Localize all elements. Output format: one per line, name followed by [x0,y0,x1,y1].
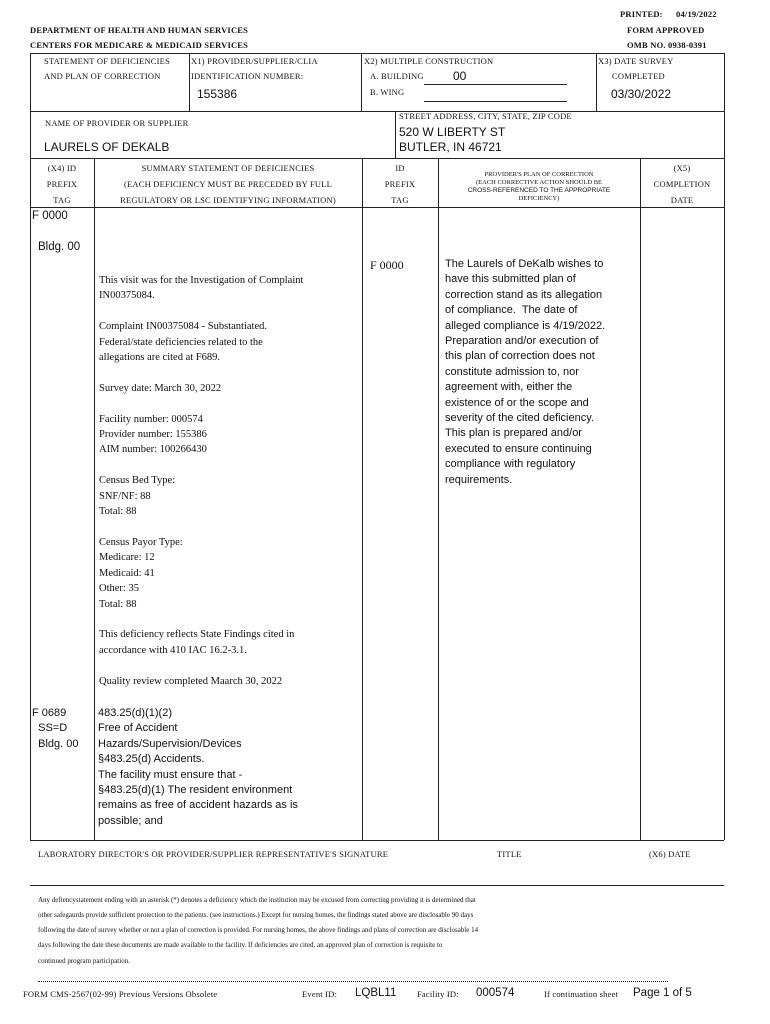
provider-name: LAURELS OF DEKALB [44,140,170,154]
disclaimer-line1: Any defiencystatement ending with an asterisk (*) denotes a deficiency which the institution may be excused from correcting providing it is determined that [38,896,476,904]
dept-line1: DEPARTMENT OF HEALTH AND HUMAN SERVICES [30,25,249,35]
disclaimer-line3: following the date of survey whether or not a plan of correction is provided. For nursing homes, the above findings and plans of correction are disclosable 14 [38,926,479,934]
printed-label: PRINTED: [620,9,663,19]
x5-header-3: DATE [670,195,694,205]
omb-number: OMB NO. 0938-0391 [627,40,707,50]
x4-header-2: PREFIX [46,179,78,189]
title-label: TITLE [497,849,522,859]
building-value: 00 [453,69,467,83]
x1-label-2: IDENTIFICATION NUMBER: [191,71,304,81]
disclaimer-line4: days following the date these documents are made available to the facility. If deficiencies are cited, an approved plan of correction is requisite to [38,941,443,949]
event-id-label: Event ID: [302,989,338,999]
tag-f0000: F 0000 [32,210,68,222]
plan-of-correction-text: The Laurels of DeKalb wishes to have this submitted plan of correction stand as its allegation of compliance. The date of alleged compliance is 4/19/2022. Preparation and/or execution of this plan of correction does not constitute admission to, nor agreement with, either the existence of or the scope and severity of the cited deficiency. This plan is prepared and/or executed to ensure continuing compliance with regulatory requirements. [445,258,606,486]
summary-statement-1: This visit was for the Investigation of Complaint IN00375084. Complaint IN00375084 - Substantiated. Federal/state deficiencies related to the allegations are cited at F689. Survey date: March 30, 2022 Facility number: 000574 Provider number: 155386 AIM number: 100266430 Census Bed Type: SNF/NF: 88 Total: 88 Census Payor Type: Medicare: 12 Medicaid: 41 Other: 35 Total: 88 This deficiency reflects State Findings cited in accordance with 410 IAC 16.2-3.1. Quality review completed Maarch 30, 2022 [99,275,304,687]
address-label: STREET ADDRESS, CITY, STATE, ZIP CODE [399,111,572,121]
summary-statement-2: 483.25(d)(1)(2) Free of Accident Hazards/Supervision/Devices §483.25(d) Accidents. The facility must ensure that - §483.25(d)(1) The resident environment remains as free of accident hazards as is possible; and [98,707,298,827]
provider-id-value: 155386 [197,87,238,101]
x4-header-3: TAG [53,195,71,205]
x3-label-1: X3) DATE SURVEY [598,56,674,66]
event-id-value: LQBL11 [355,987,397,999]
x3-label-2: COMPLETED [612,71,665,81]
printed-date: 04/19/2022 [676,9,717,19]
poc-header-1: PROVIDER'S PLAN OF CORRECTION [484,171,594,178]
x6-date-label: (X6) DATE [649,849,691,859]
poc-tag-f0000: F 0000 [370,258,404,272]
poc-header-2: (EACH CORRECTIVE ACTION SHOULD BE [475,179,603,186]
address-line2: BUTLER, IN 46721 [399,140,502,154]
x1-label-1: X1) PROVIDER/SUPPLIER/CLIA [191,56,318,66]
wing-label: B. WING [370,87,405,97]
form-approved: FORM APPROVED [627,25,705,35]
page-number: Page 1 of 5 [633,987,692,999]
survey-date-value: 03/30/2022 [611,87,672,101]
disclaimer-line2: other safegaurds provide sufficient protection to the patients. (see instructions.) Except for nursing homes, the findings stated above are disclosable 90 days [38,911,474,919]
statement-label-1: STATEMENT OF DEFICIENCIES [44,56,171,66]
tag-f0689: F 0689 SS=D Bldg. 00 [32,707,79,750]
continuation-label: If continuation sheet [544,989,619,999]
x2-label: X2) MULTIPLE CONSTRUCTION [364,56,494,66]
poc-header-4: DEFICIENCY) [518,195,560,202]
x4-header-1: (X4) ID [47,163,77,173]
address-line1: 520 W LIBERTY ST [399,125,506,139]
facility-id-value: 000574 [476,987,515,999]
poc-header-3: CROSS-REFERENCED TO THE APPROPRIATE [467,187,611,194]
summary-header-1: SUMMARY STATEMENT OF DEFICIENCIES [141,163,315,173]
id-header-3: TAG [391,195,409,205]
x5-header-1: (X5) [673,163,691,173]
summary-header-2: (EACH DEFICIENCY MUST BE PRECEDED BY FULL [123,179,333,189]
building-label: A. BUILDING [370,71,424,81]
bldg-00: Bldg. 00 [38,241,81,253]
disclaimer-line5: continued program participation. [38,957,130,965]
facility-id-label: Facility ID: [417,989,459,999]
x5-header-2: COMPLETION [653,179,711,189]
id-header-2: PREFIX [384,179,416,189]
provider-name-label: NAME OF PROVIDER OR SUPPLIER [45,118,189,128]
form-number: FORM CMS-2567(02-99) Previous Versions Obsolete [23,989,218,999]
statement-label-2: AND PLAN OF CORRECTION [44,71,161,81]
dept-line2: CENTERS FOR MEDICARE & MEDICAID SERVICES [30,40,249,50]
summary-header-3: REGULATORY OR LSC IDENTIFYING INFORMATION) [120,195,336,205]
signature-label: LABORATORY DIRECTOR'S OR PROVIDER/SUPPLIER REPRESENTATIVE'S SIGNATURE [38,849,389,859]
id-header-1: ID [395,163,405,173]
